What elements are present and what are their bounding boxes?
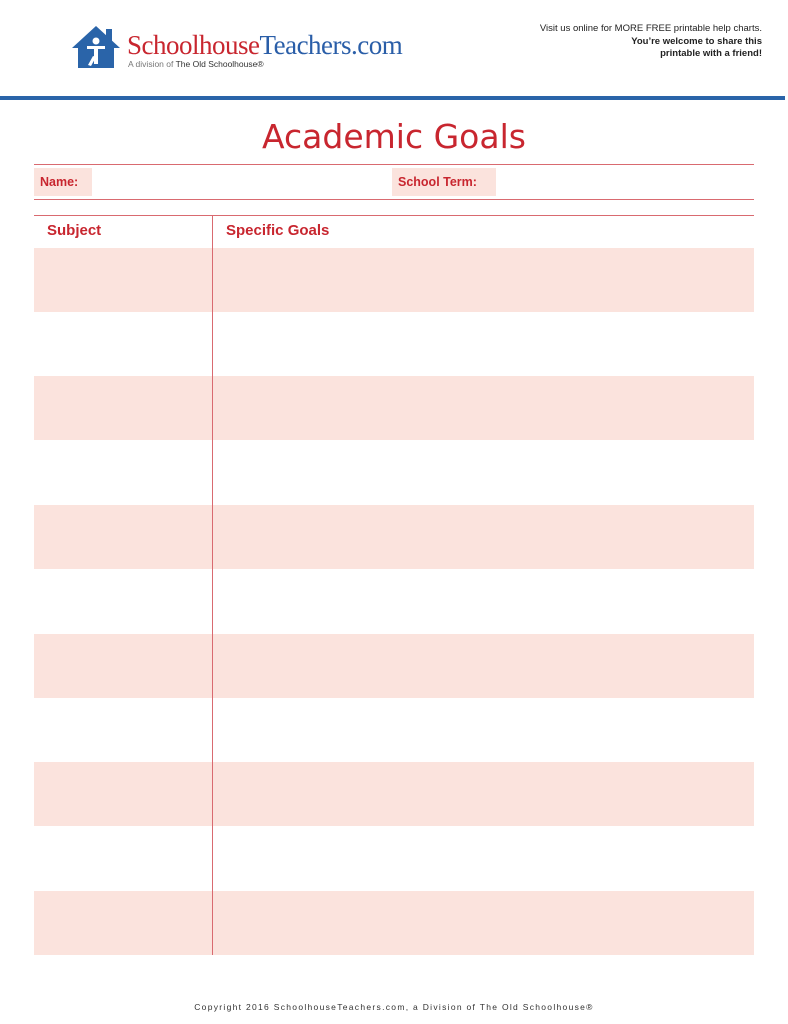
header-divider <box>0 96 785 100</box>
name-label: Name: <box>34 168 92 196</box>
division-name: The Old Schoolhouse® <box>175 59 264 69</box>
brand-division <box>128 59 264 69</box>
table-row[interactable] <box>34 248 754 312</box>
brand-logo[interactable] <box>70 24 420 74</box>
page-title: Academic Goals <box>262 117 526 156</box>
table-row[interactable] <box>34 505 754 569</box>
column-header-subject: Subject <box>47 222 102 239</box>
table-row[interactable] <box>34 569 754 633</box>
school-term-label: School Term: <box>392 168 496 196</box>
visit-line-1: Visit us online for MORE FREE printable help charts. <box>539 23 762 34</box>
brand-name-part1: Schoolhouse <box>127 30 260 60</box>
visit-line-3: printable with a friend! <box>660 48 762 59</box>
table-row[interactable] <box>34 312 754 376</box>
visit-line-2: You’re welcome to share this <box>631 35 762 47</box>
table-row[interactable] <box>34 826 754 890</box>
table-row[interactable] <box>34 634 754 698</box>
goals-table <box>34 215 754 956</box>
table-row[interactable] <box>34 440 754 504</box>
table-row[interactable] <box>34 891 754 955</box>
visit-notice <box>540 23 762 61</box>
name-term-row <box>34 164 754 200</box>
division-prefix: A division of <box>128 59 174 69</box>
brand-name <box>127 30 402 61</box>
school-term-field[interactable] <box>498 168 754 196</box>
table-row[interactable] <box>34 762 754 826</box>
house-logo-icon <box>70 24 122 70</box>
column-divider <box>212 216 213 955</box>
table-row[interactable] <box>34 376 754 440</box>
name-field[interactable] <box>94 168 390 196</box>
brand-name-part2: Teachers.com <box>259 30 403 60</box>
table-row[interactable] <box>34 698 754 762</box>
column-header-specific-goals: Specific Goals <box>226 222 330 239</box>
copyright-footer: Copyright 2016 SchoolhouseTeachers.com, a Division of The Old Schoolhouse® <box>194 1002 594 1012</box>
